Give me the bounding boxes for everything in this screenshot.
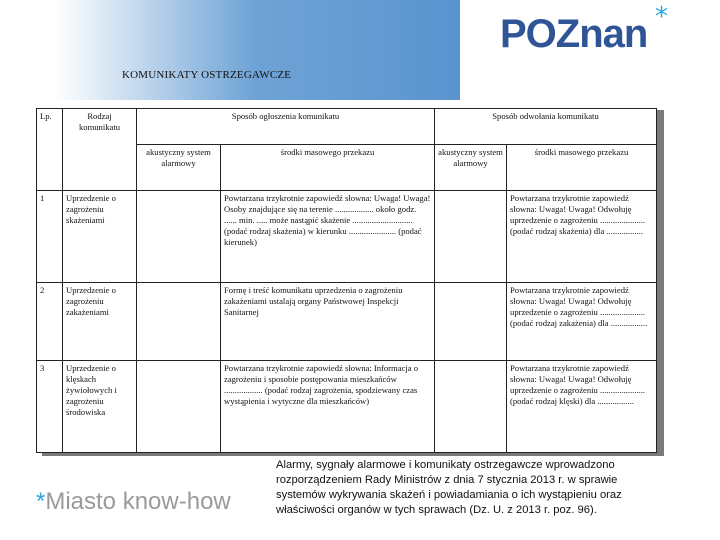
row-acoustic-revoke xyxy=(435,191,507,283)
row-lp: 3 xyxy=(37,361,63,453)
footer-brand xyxy=(36,488,231,516)
logo-text: POZnan xyxy=(500,12,648,56)
row-acoustic-revoke xyxy=(435,283,507,361)
row-type: Uprzedzenie o klęskach żywiołowych i zagrożeniu środowiska xyxy=(63,361,137,453)
row-media-announce: Powtarzana trzykrotnie zapowiedź słowna: Informacja o zagrożeniu i sposobie postępowania mieszkańców .................. (podać rodzaj zagrożenia, spodziewany czas wystąpienia i wytyczne dla mieszkańców) xyxy=(221,361,435,453)
row-media-revoke: Powtarzana trzykrotnie zapowiedź słowna: Uwaga! Uwaga! Odwołuję uprzedzenie o zagrożeniu ..................... (podać rodzaj skażenia) dla ................. xyxy=(507,191,657,283)
row-acoustic-announce xyxy=(137,361,221,453)
row-media-revoke: Powtarzana trzykrotnie zapowiedź słowna: Uwaga! Uwaga! Odwołuję uprzedzenie o zagrożeniu ..................... (podać rodzaj klęski) dla ................. xyxy=(507,361,657,453)
row-media-announce: Powtarzana trzykrotnie zapowiedź słowna: Uwaga! Uwaga! Osoby znajdujące się na terenie .................. około godz. ...... min. ..... może nastąpić skażenie ............................ (podać rodzaj skażenia) w kierunku ...................... (podać kierunek) xyxy=(221,191,435,283)
header-revoke: Sposób odwołania komunikatu xyxy=(435,109,657,145)
header-announce: Sposób ogłoszenia komunikatu xyxy=(137,109,435,145)
header-band xyxy=(0,0,460,100)
subheader-media-revoke: środki masowego przekazu xyxy=(507,145,657,191)
table-row xyxy=(37,361,657,453)
subheader-acoustic-revoke: akustyczny system alarmowy xyxy=(435,145,507,191)
row-media-revoke: Powtarzana trzykrotnie zapowiedź słowna: Uwaga! Uwaga! Odwołuję uprzedzenie o zagrożeniu ..................... (podać rodzaj zakażenia) dla ................. xyxy=(507,283,657,361)
warning-messages-table xyxy=(36,108,657,453)
row-lp: 2 xyxy=(37,283,63,361)
table-row xyxy=(37,191,657,283)
subheader-media-announce: środki masowego przekazu xyxy=(221,145,435,191)
row-media-announce: Formę i treść komunikatu uprzedzenia o zagrożeniu zakażeniami ustalają organy Państwowej Inspekcji Sanitarnej xyxy=(221,283,435,361)
table-row xyxy=(37,283,657,361)
header-type: Rodzaj komunikatu xyxy=(63,109,137,191)
footer-star-icon: * xyxy=(36,488,46,515)
subheader-acoustic-announce: akustyczny system alarmowy xyxy=(137,145,221,191)
row-lp: 1 xyxy=(37,191,63,283)
table-header-row xyxy=(37,109,657,145)
row-acoustic-announce xyxy=(137,283,221,361)
row-acoustic-revoke xyxy=(435,361,507,453)
footer-brand-text: Miasto know-how xyxy=(45,488,231,515)
page-title: KOMUNIKATY OSTRZEGAWCZE xyxy=(122,69,292,81)
row-type: Uprzedzenie o zagrożeniu zakażeniami xyxy=(63,283,137,361)
header-lp: Lp. xyxy=(37,109,63,191)
row-acoustic-announce xyxy=(137,191,221,283)
legal-caption: Alarmy, sygnały alarmowe i komunikaty ostrzegawcze wprowadzono rozporządzeniem Rady Ministrów z dnia 7 stycznia 2013 r. w sprawie systemów wykrywania skażeń i powiadamiania o ich wystąpieniu oraz właściwości organów w tych sprawach (Dz. U. z 2013 r. poz. 96). xyxy=(276,459,622,516)
row-type: Uprzedzenie o zagrożeniu skażeniami xyxy=(63,191,137,283)
logo-star-icon: * xyxy=(655,2,668,32)
